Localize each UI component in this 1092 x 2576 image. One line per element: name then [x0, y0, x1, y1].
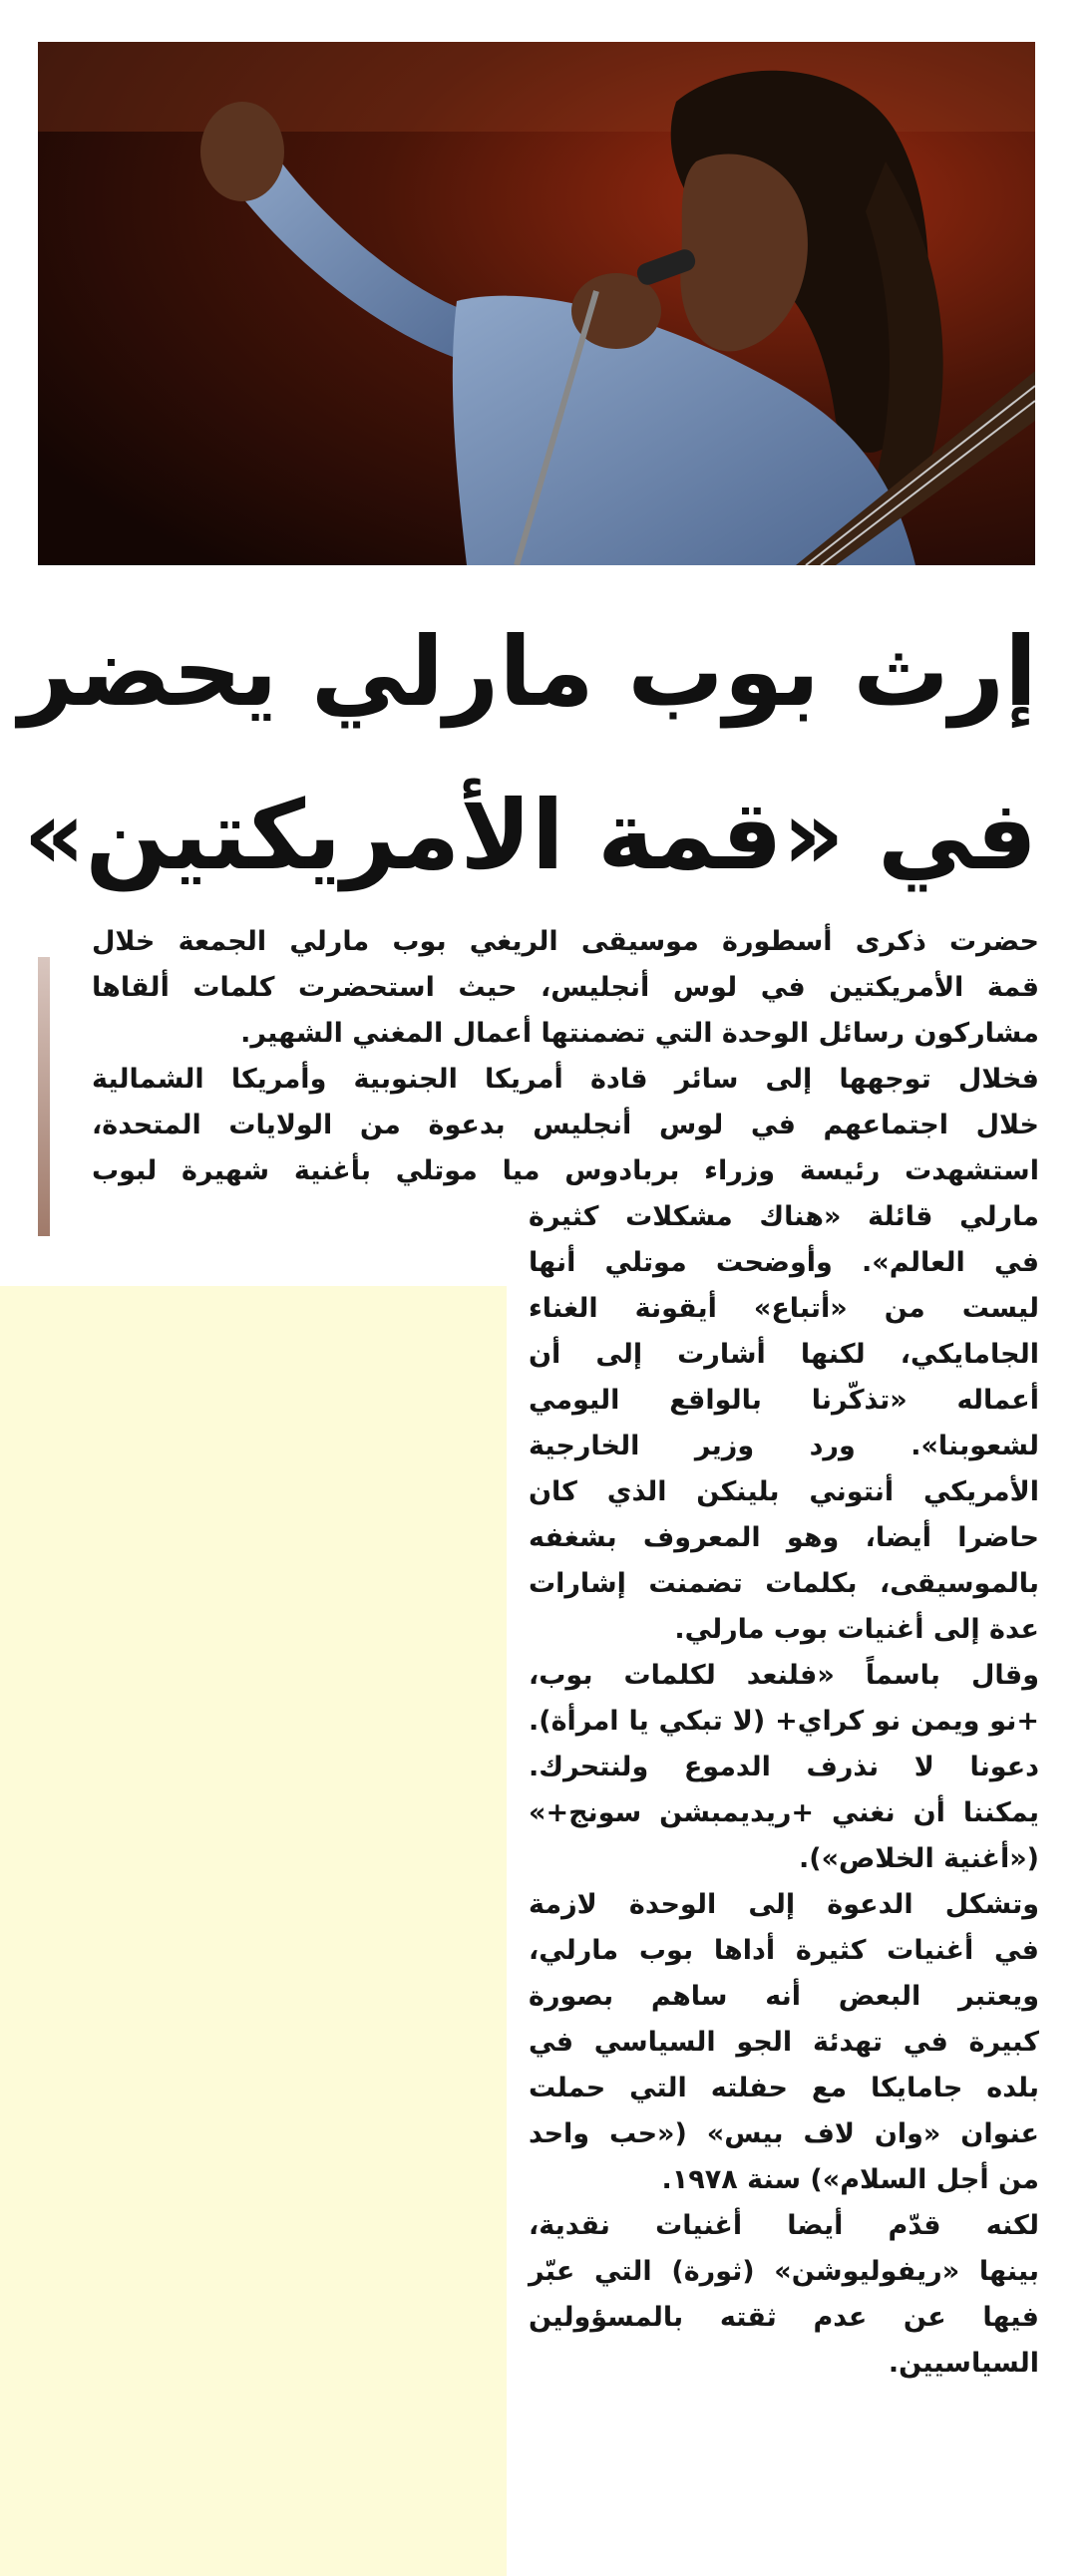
- article-line: الأمريكي أنتوني بلينكن الذي كان: [529, 1476, 1039, 1507]
- article-line: أعماله «تذكّرنا بالواقع اليومي: [529, 1385, 1039, 1416]
- article-line: لشعوبنا». ورد وزير الخارجية: [529, 1431, 1039, 1461]
- headline-line-2: في «قمة الأمريكتين»: [23, 780, 1037, 891]
- accent-bar: [38, 957, 50, 1236]
- headline-line-1: إرث بوب مارلي يحضر: [18, 616, 1037, 728]
- article-line: مارلي قائلة «هناك مشكلات كثيرة: [529, 1201, 1039, 1232]
- article-line: عدة إلى أغنيات بوب مارلي.: [674, 1614, 1039, 1645]
- article-line: حاضرا أيضا، وهو المعروف بشغفه: [529, 1522, 1039, 1553]
- article-line: فخلال توجهها إلى سائر قادة أمريكا الجنوبية وأمريكا الشمالية: [92, 1064, 1039, 1095]
- article-line: خلال اجتماعهم في لوس أنجليس بدعوة من الولايات المتحدة،: [92, 1110, 1039, 1140]
- article-line: استشهدت رئيسة وزراء بربادوس ميا موتلي بأغنية شهيرة لبوب: [92, 1155, 1039, 1186]
- article-line: مشاركون رسائل الوحدة التي تضمنتها أعمال المغني الشهير.: [240, 1018, 1039, 1049]
- article-body-narrow: [529, 1240, 1039, 2387]
- article-line: من أجل السلام») سنة ١٩٧٨.: [661, 2164, 1039, 2195]
- article-line: («أغنية الخلاص»).: [798, 1843, 1039, 1874]
- article-body-wide: [92, 919, 1039, 1240]
- article-line: حضرت ذكرى أسطورة موسيقى الريغي بوب مارلي الجمعة خلال: [92, 926, 1039, 957]
- article-line: كبيرة في تهدئة الجو السياسي في: [529, 2027, 1039, 2058]
- side-panel: [0, 1286, 507, 2576]
- performer-photo-icon: [38, 42, 1035, 565]
- article-line: قمة الأمريكتين في لوس أنجليس، حيث استحضرت كلمات ألقاها: [92, 972, 1039, 1003]
- article-line: وتشكل الدعوة إلى الوحدة لازمة: [529, 1889, 1039, 1920]
- article-line: وقال باسماً «فلنعد لكلمات بوب،: [529, 1660, 1039, 1691]
- article-line: في العالم». وأوضحت موتلي أنها: [529, 1247, 1039, 1278]
- article-line: فيها عن عدم ثقته بالمسؤولين: [529, 2302, 1039, 2333]
- article-line: عنوان «وان لاف بيس» («حب واحد: [529, 2118, 1039, 2149]
- article-line: دعونا لا نذرف الدموع ولنتحرك.: [529, 1752, 1039, 1782]
- article-line: السياسيين.: [888, 2348, 1039, 2379]
- article-line: بالموسيقى، بكلمات تضمنت إشارات: [529, 1568, 1039, 1599]
- article-line: ليست من «أتباع» أيقونة الغناء: [529, 1293, 1039, 1324]
- article-line: +نو ويمن نو كراي+ (لا تبكي يا امرأة).: [529, 1706, 1039, 1737]
- article-line: بينها «ريفوليوشن» (ثورة) التي عبّر: [529, 2256, 1039, 2287]
- article-line: لكنه قدّم أيضا أغنيات نقدية،: [529, 2210, 1039, 2241]
- article-line: في أغنيات كثيرة أداها بوب مارلي،: [529, 1935, 1039, 1966]
- performer-photo: [38, 42, 1035, 565]
- article-line: بلده جامايكا مع حفلته التي حملت: [529, 2073, 1039, 2103]
- article-line: يمكننا أن نغني +ريديمبشن سونج+»: [529, 1797, 1039, 1828]
- article-line: الجامايكي، لكنها أشارت إلى أن: [529, 1339, 1039, 1370]
- article-line: ويعتبر البعض أنه ساهم بصورة: [529, 1981, 1039, 2012]
